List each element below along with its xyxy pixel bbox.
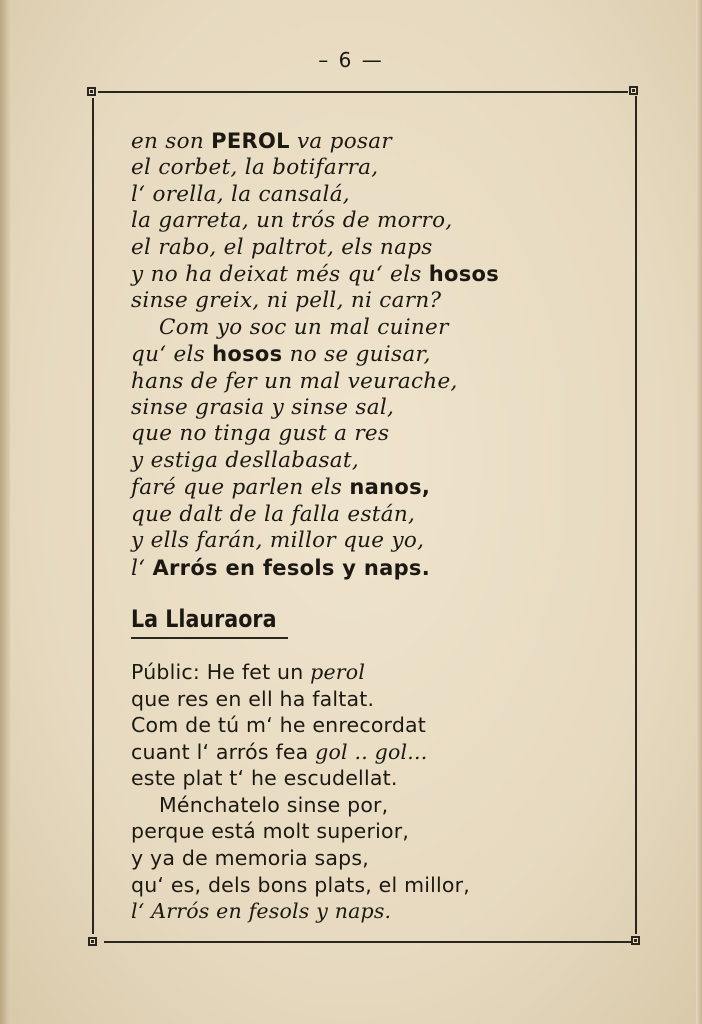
verse-text: el rabo, el paltrot, els naps bbox=[131, 234, 433, 260]
poem-line bbox=[131, 208, 621, 234]
verse-text: l‘ orella, la cansalá, bbox=[131, 181, 350, 207]
poem-line bbox=[131, 341, 621, 368]
verse-text: que dalt de la falla están, bbox=[131, 501, 416, 527]
poem-line bbox=[131, 686, 621, 713]
verse-text: que res en ell ha faltat. bbox=[131, 686, 375, 711]
verse-text: l‘ bbox=[131, 555, 153, 581]
verse-text: no se guisar, bbox=[282, 342, 431, 368]
page-content bbox=[131, 128, 621, 925]
verse-text: Públic: He fet un bbox=[131, 659, 311, 684]
verse-text: qu‘ els bbox=[131, 342, 213, 368]
verse-text: Com de tú m‘ he enrecordat bbox=[131, 713, 427, 738]
poem-verse-block bbox=[131, 128, 621, 582]
poem-line bbox=[131, 898, 621, 925]
bold-text: PEROL bbox=[211, 129, 290, 153]
poem-line bbox=[131, 502, 621, 528]
frame-corner-ornament-icon bbox=[631, 936, 640, 945]
poem-line bbox=[131, 765, 621, 792]
frame-bottom-rule bbox=[104, 941, 632, 943]
verse-text: cuant l‘ arrós fea bbox=[131, 739, 316, 764]
frame-left-rule bbox=[92, 98, 94, 934]
italic-text: perol bbox=[310, 659, 366, 684]
poem-line bbox=[131, 155, 621, 181]
poem-line bbox=[131, 261, 621, 288]
poem-line bbox=[131, 474, 621, 501]
verse-text: Com yo soc un mal cuiner bbox=[159, 314, 449, 340]
bold-text: hosos bbox=[212, 342, 283, 367]
section-title: La Llauraora bbox=[131, 604, 277, 633]
verse-text: qu‘ es, dels bons plats, el millor, bbox=[131, 872, 471, 897]
poem-line bbox=[131, 128, 621, 155]
poem-dedication-block bbox=[131, 659, 621, 925]
verse-text: perque está molt superior, bbox=[131, 819, 410, 844]
poem-line bbox=[131, 792, 621, 819]
poem-line bbox=[131, 448, 621, 474]
italic-text: l‘ Arrós en fesols y naps. bbox=[131, 899, 392, 924]
poem-line bbox=[131, 369, 621, 395]
verse-text: y ells farán, millor que yo, bbox=[131, 528, 425, 554]
poem-line bbox=[131, 845, 621, 872]
poem-line bbox=[131, 288, 621, 314]
verse-text: la garreta, un trós de morro, bbox=[131, 208, 453, 234]
bold-text: Arrós en fesols y naps. bbox=[152, 555, 431, 580]
italic-text: gol .. gol... bbox=[315, 739, 428, 764]
verse-text: en son bbox=[131, 129, 212, 154]
poem-line bbox=[131, 659, 621, 686]
poem-line bbox=[131, 712, 621, 739]
poem-line bbox=[131, 235, 621, 261]
verse-text: Ménchatelo sinse por, bbox=[159, 792, 389, 817]
page-number: – 6 — bbox=[318, 48, 384, 72]
poem-line bbox=[131, 739, 621, 766]
frame-corner-ornament-icon bbox=[88, 937, 97, 946]
page-spine-shadow bbox=[0, 0, 10, 1024]
verse-text: sinse greix, ni pell, ni carn? bbox=[131, 288, 442, 314]
poem-line bbox=[131, 555, 621, 582]
verse-text: y estiga desllabasat, bbox=[131, 447, 359, 473]
section-heading-block bbox=[131, 604, 621, 639]
verse-text: y no ha deixat més qu‘ els bbox=[131, 262, 429, 288]
poem-line bbox=[131, 818, 621, 845]
frame-top-rule bbox=[98, 91, 628, 93]
frame-corner-ornament-icon bbox=[629, 86, 638, 95]
frame-right-rule bbox=[635, 96, 637, 934]
frame-corner-ornament-icon bbox=[87, 87, 96, 96]
verse-text: este plat t‘ he escudellat. bbox=[131, 766, 398, 791]
poem-line bbox=[131, 395, 621, 421]
page-edge-shadow bbox=[696, 0, 702, 1024]
verse-text: y ya de memoria saps, bbox=[131, 846, 369, 871]
poem-line bbox=[131, 182, 621, 208]
poem-line bbox=[131, 872, 621, 899]
bold-text: nanos, bbox=[349, 475, 431, 500]
poem-line bbox=[131, 528, 621, 554]
verse-text: que no tinga gust a res bbox=[131, 421, 390, 447]
section-title-underline bbox=[131, 637, 288, 639]
verse-text: el corbet, la botifarra, bbox=[131, 155, 379, 181]
poem-line bbox=[131, 315, 621, 341]
verse-text: sinse grasia y sinse sal, bbox=[131, 395, 395, 421]
bold-text: hosos bbox=[428, 262, 500, 287]
poem-line bbox=[131, 421, 621, 447]
verse-text: va posar bbox=[289, 129, 392, 154]
verse-text: faré que parlen els bbox=[131, 475, 350, 501]
verse-text: hans de fer un mal veurache, bbox=[131, 368, 458, 394]
